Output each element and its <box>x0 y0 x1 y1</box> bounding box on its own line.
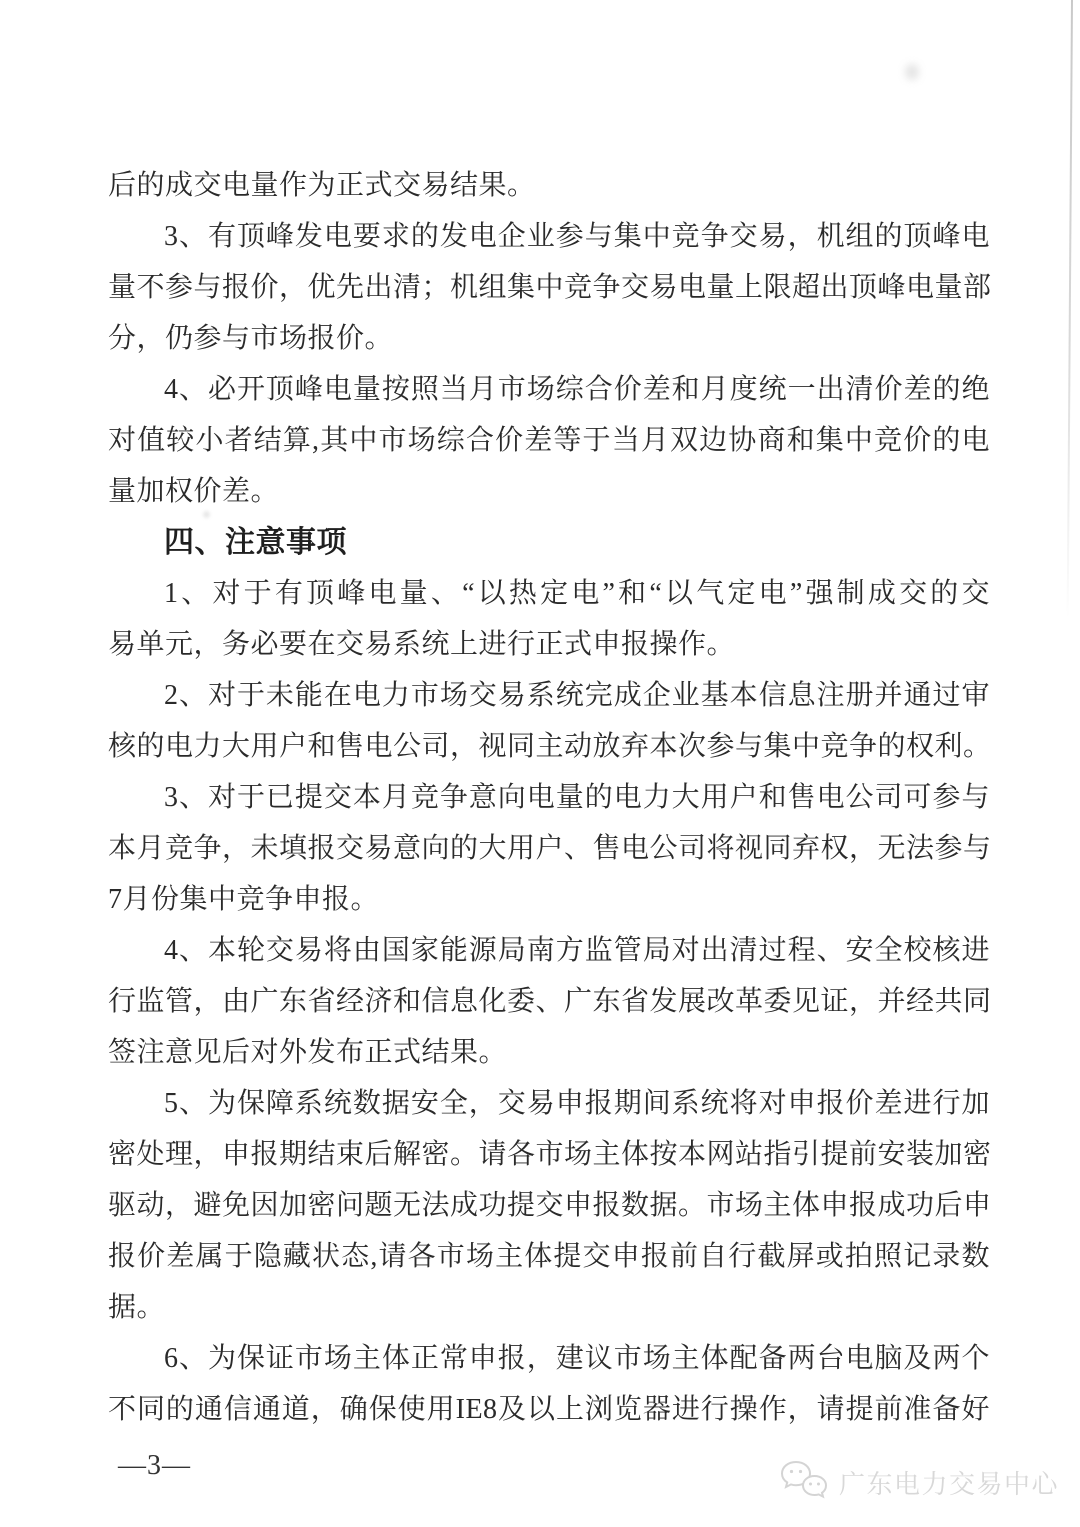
doc-line: 不同的通信通道，确保使用IE8及以上浏览器进行操作，请提前准备好 <box>108 1394 990 1425</box>
section-heading: 四、注意事项 <box>164 526 347 559</box>
doc-line: 量不参与报价，优先出清；机组集中竞争交易电量上限超出顶峰电量部 <box>108 272 992 303</box>
doc-line: 签注意见后对外发布正式结果。 <box>108 1037 508 1068</box>
scan-edge-line <box>1067 0 1073 620</box>
scan-smudge <box>905 64 919 80</box>
watermark <box>778 1458 1059 1506</box>
doc-line: 据。 <box>108 1292 166 1323</box>
doc-line: 易单元，务必要在交易系统上进行正式申报操作。 <box>108 629 736 660</box>
doc-line: 5、为保障系统数据安全，交易申报期间系统将对申报价差进行加 <box>164 1088 990 1119</box>
doc-line: 量加权价差。 <box>108 476 280 507</box>
scan-smudge <box>203 511 210 518</box>
wechat-icon <box>778 1458 830 1506</box>
doc-line: 7月份集中竞争申报。 <box>108 884 380 915</box>
doc-line: 4、必开顶峰电量按照当月市场综合价差和月度统一出清价差的绝 <box>164 374 990 405</box>
doc-line: 对值较小者结算,其中市场综合价差等于当月双边协商和集中竞价的电 <box>108 425 990 456</box>
doc-line: 2、对于未能在电力市场交易系统完成企业基本信息注册并通过审 <box>164 680 990 711</box>
doc-line: 4、本轮交易将由国家能源局南方监管局对出清过程、安全校核进 <box>164 935 990 966</box>
doc-line: 核的电力大用户和售电公司，视同主动放弃本次参与集中竞争的权利。 <box>108 731 992 762</box>
doc-line: 驱动，避免因加密问题无法成功提交申报数据。市场主体申报成功后申 <box>108 1190 992 1221</box>
doc-line: 密处理，申报期结束后解密。请各市场主体按本网站指引提前安装加密 <box>108 1139 992 1170</box>
doc-line: 行监管，由广东省经济和信息化委、广东省发展改革委见证，并经共同 <box>108 986 992 1017</box>
doc-line: 报价差属于隐藏状态,请各市场主体提交申报前自行截屏或拍照记录数 <box>108 1241 990 1272</box>
doc-line: 3、有顶峰发电要求的发电企业参与集中竞争交易，机组的顶峰电 <box>164 221 990 252</box>
doc-line: 本月竞争，未填报交易意向的大用户、售电公司将视同弃权，无法参与 <box>108 833 992 864</box>
doc-line: 3、对于已提交本月竞争意向电量的电力大用户和售电公司可参与 <box>164 782 990 813</box>
doc-line: 1、对于有顶峰电量、“以热定电”和“以气定电”强制成交的交 <box>164 578 990 609</box>
doc-line: 分，仍参与市场报价。 <box>108 323 394 354</box>
page-number: —3— <box>118 1450 191 1481</box>
watermark-label: 广东电力交易中心 <box>839 1468 1060 1499</box>
doc-line: 后的成交电量作为正式交易结果。 <box>108 170 536 201</box>
doc-line: 6、为保证市场主体正常申报，建议市场主体配备两台电脑及两个 <box>164 1343 990 1374</box>
document-body <box>108 160 990 1435</box>
